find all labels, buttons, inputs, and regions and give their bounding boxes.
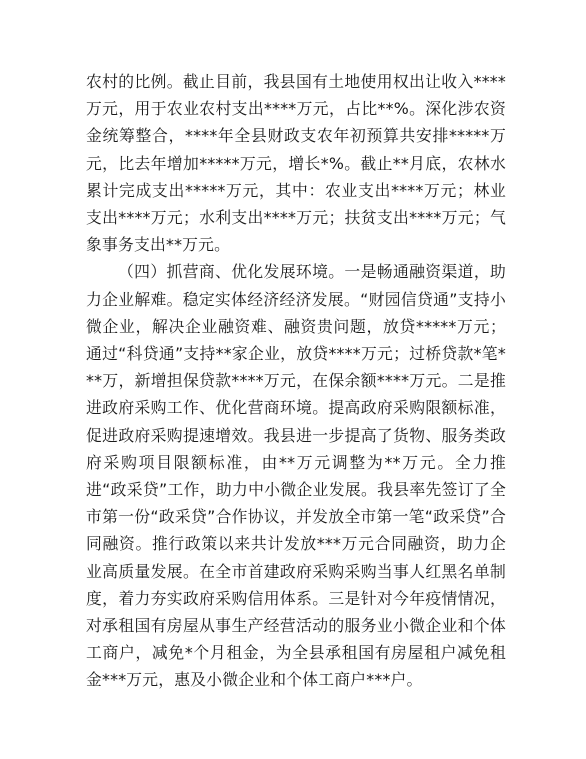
document-page <box>86 68 506 694</box>
paragraph-rural-spending: 农村的比例。截止目前，我县国有土地使用权出让收入****万元，用于农业农村支出****万元，占比**%。深化涉农资金统筹整合，****年全县财政支农年初预算共安排*****万元，比去年增加*****万元，增长*%。截止**月底，农林水累计完成支出*****万元，其中：农业支出****万元；林业支出****万元；水利支出****万元；扶贫支出****万元；气象事务支出**万元。 <box>86 72 506 255</box>
paragraph-business-environment: （四）抓营商、优化发展环境。一是畅通融资渠道，助力企业解难。稳定实体经济经济发展。“财园信贷通”支持小微企业，解决企业融资难、融资贵问题，放贷*****万元；通过“科贷通”支持**家企业，放贷****万元；过桥贷款*笔***万，新增担保贷款****万元，在保余额****万元。二是推进政府采购工作、优化营商环境。提高政府采购限额标准，促进政府采购提速增效。我县进一步提高了货物、服务类政府采购项目限额标准，由**万元调整为**万元。全力推进“政采贷”工作，助力中小微企业发展。我县率先签订了全市第一份“政采贷”合作协议，并发放全市第一笔“政采贷”合同融资。推行政策以来共计发放***万元合同融资，助力企业高质量发展。在全市首建政府采购采购当事人红黑名单制度，着力夯实政府采购信用体系。三是针对今年疫情情况，对承租国有房屋从事生产经营活动的服务业小微企业和个体工商户，减免*个月租金，为全县承租国有房屋租户减免租金***万元，惠及小微企业和个体工商户***户。 <box>86 262 506 690</box>
